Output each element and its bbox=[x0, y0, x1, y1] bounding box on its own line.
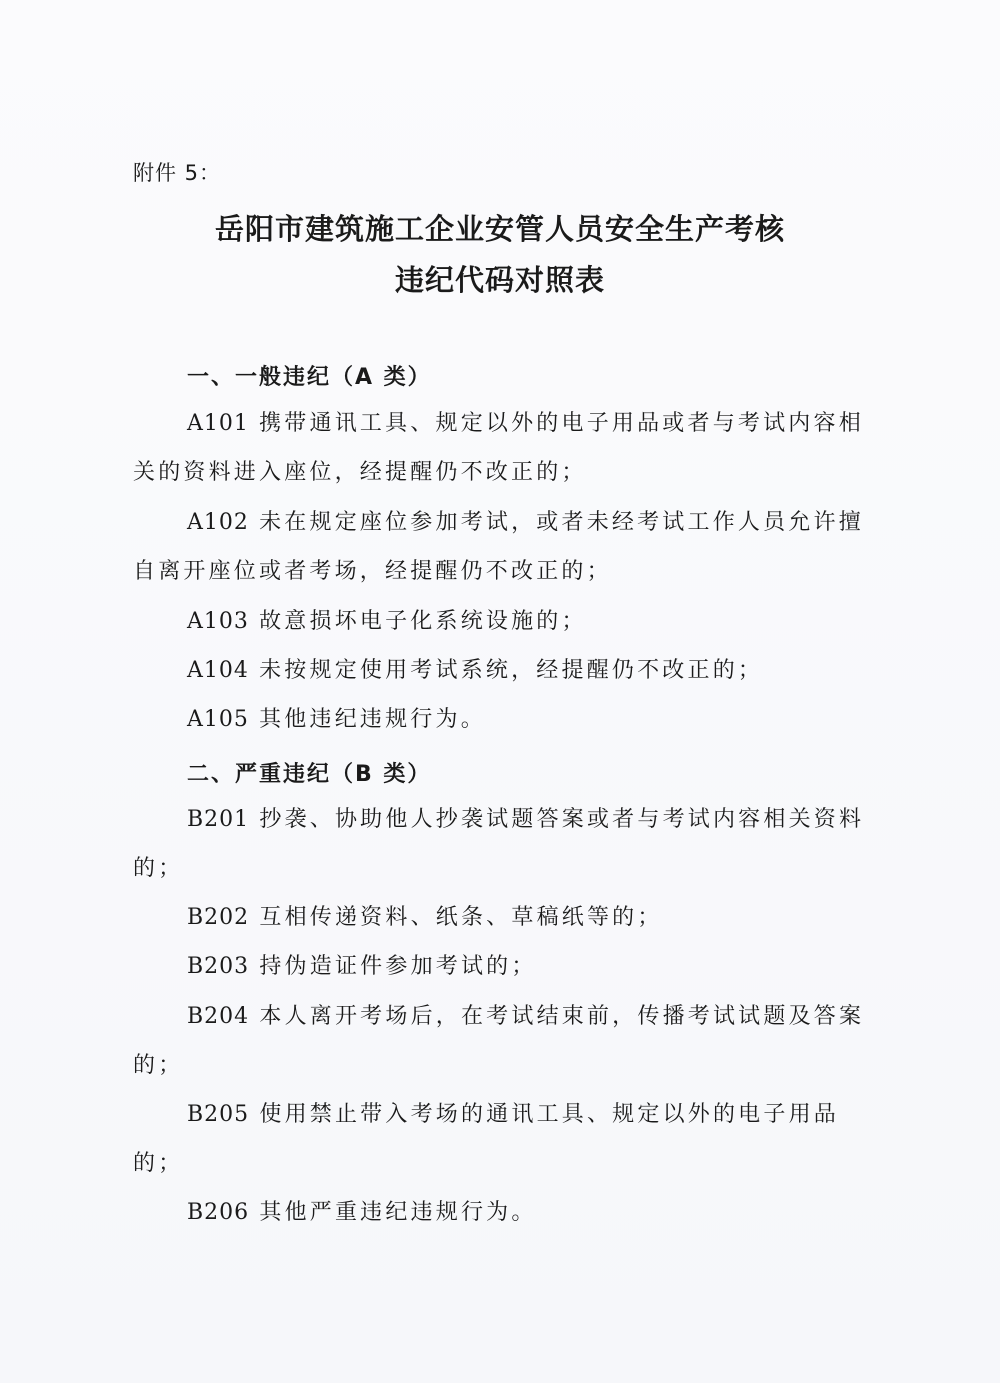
section-heading-a: 一、一般违纪（A 类） bbox=[187, 365, 432, 390]
violation-text: 未按规定使用考试系统，经提醒仍不改正的； bbox=[259, 658, 764, 683]
violation-code: B205 bbox=[187, 1102, 250, 1127]
violation-code: A105 bbox=[187, 707, 249, 732]
violation-text: 本人离开考场后，在考试结束前，传播考试试题及答案的； bbox=[133, 1004, 865, 1078]
violation-code: B204 bbox=[187, 1004, 250, 1029]
violation-code: A103 bbox=[187, 609, 249, 634]
violation-code: A101 bbox=[187, 411, 249, 436]
violation-item-a101 bbox=[133, 399, 878, 497]
violation-item-a103 bbox=[133, 597, 878, 646]
violation-code: B203 bbox=[187, 954, 250, 979]
violation-item-b201 bbox=[133, 795, 878, 893]
violation-text: 持伪造证件参加考试的； bbox=[259, 954, 537, 979]
violation-item-b202 bbox=[133, 893, 878, 942]
violation-text: 互相传递资料、纸条、草稿纸等的； bbox=[259, 905, 663, 930]
violation-text: 故意损坏电子化系统设施的； bbox=[259, 609, 587, 634]
violation-text: 其他违纪违规行为。 bbox=[259, 707, 486, 732]
violation-text: 携带通讯工具、规定以外的电子用品或者与考试内容相关的资料进入座位，经提醒仍不改正的； bbox=[133, 411, 864, 485]
violation-item-b203 bbox=[133, 942, 878, 991]
violation-code: B201 bbox=[187, 807, 250, 832]
violation-code: B202 bbox=[187, 905, 250, 930]
violation-text: 抄袭、协助他人抄袭试题答案或者与考试内容相关资料的； bbox=[133, 807, 865, 881]
section-heading-b: 二、严重违纪（B 类） bbox=[187, 762, 432, 787]
violation-text: 使用禁止带入考场的通讯工具、规定以外的电子用品的； bbox=[133, 1102, 839, 1176]
violation-item-a102 bbox=[133, 498, 878, 596]
violation-item-a105 bbox=[133, 695, 878, 744]
violation-code: A102 bbox=[187, 510, 249, 535]
document-title-line2: 违纪代码对照表 bbox=[394, 263, 605, 297]
violation-code: B206 bbox=[187, 1200, 250, 1225]
violation-code: A104 bbox=[187, 658, 249, 683]
violation-item-a104 bbox=[133, 646, 878, 695]
attachment-label: 附件 5： bbox=[133, 161, 222, 185]
violation-text: 其他严重违纪违规行为。 bbox=[259, 1200, 537, 1225]
violation-item-b206 bbox=[133, 1188, 878, 1237]
violation-item-b205 bbox=[133, 1090, 878, 1188]
violation-item-b204 bbox=[133, 992, 878, 1090]
document-title-line1: 岳阳市建筑施工企业安管人员安全生产考核 bbox=[214, 212, 785, 246]
violation-text: 未在规定座位参加考试，或者未经考试工作人员允许擅自离开座位或者考场，经提醒仍不改正的； bbox=[133, 510, 864, 584]
